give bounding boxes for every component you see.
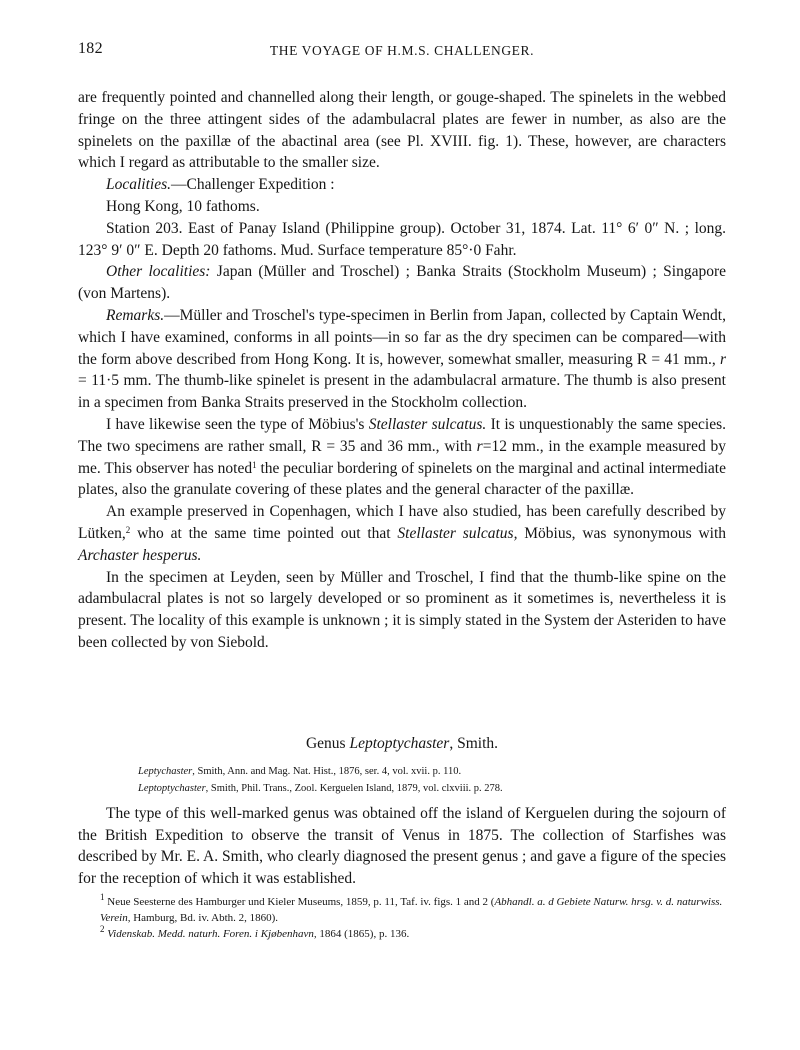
- footnote-1: $^1$ Neue Seesterne des Hamburger und Kieler Museums, 1859, p. 11, Taf. iv. figs. 1 and 2 (Abhandl. a. d Gebiete Naturw. hrsg. v. d. naturwiss. Verein, Hamburg, Bd. iv. Abth. 2, 1860).: [100, 892, 723, 924]
- main-text: [78, 87, 726, 654]
- synonymy-list: [138, 763, 698, 797]
- footnote-ref-2[interactable]: 2: [125, 524, 131, 535]
- copenhagen-paragraph: An example preserved in Copenhagen, which I have also studied, has been carefully described by Lütken,$^2$ who at the same time pointed out that Stellaster sulcatus, Möbius, was synonymous with Archaster hesperus.: [78, 503, 726, 564]
- synonymy-entry: Leptoptychaster, Smith, Phil. Trans., Zool. Kerguelen Island, 1879, vol. clxviii. p. 278.: [138, 783, 503, 794]
- other-localities-label: Other localities:: [106, 263, 211, 281]
- genus-name: Leptoptychaster: [349, 735, 450, 752]
- remarks-paragraph: Remarks.—Müller and Troschel's type-specimen in Berlin from Japan, collected by Captain Wendt, which I have examined, conforms in all points—in so far as the dry specimen can be compared—with the form above described from Hong Kong. It is, however, somewhat smaller, measuring R = 41 mm., r = 11·5 mm. The thumb-like spinelet is present in the adambulacral armature. The thumb is also present in a specimen from Banka Straits preserved in the Stockholm collection.: [78, 306, 726, 412]
- other-localities-paragraph: Other localities: Japan (Müller and Troschel) ; Banka Straits (Stockholm Museum) ; Singapore (von Martens).: [78, 263, 726, 303]
- localities-label: Localities.: [106, 176, 172, 194]
- mobius-paragraph: I have likewise seen the type of Möbius's Stellaster sulcatus. It is unquestionably the same species. The two specimens are rather small, R = 35 and 36 mm., with r=12 mm., in the example measured by me. This observer has noted$^1$ the peculiar bordering of spinelets on the marginal and actinal intermediate plates, also the granulate covering of these plates and the general character of the paxillæ.: [78, 415, 726, 499]
- species-name: Stellaster sulcatus.: [368, 415, 487, 433]
- type-paragraph: The type of this well-marked genus was obtained off the island of Kerguelen during the sojourn of the British Expedition to observe the transit of Venus in 1875. The collection of Starfishes was described by Mr. E. A. Smith, who clearly diagnosed the present genus ; and gave a figure of the species for the reception of which it was established.: [78, 805, 726, 887]
- footnote-2: $^2$ Videnskab. Medd. naturh. Foren. i Kjøbenhavn, 1864 (1865), p. 136.: [100, 924, 410, 940]
- genus-text: [78, 803, 726, 889]
- page-header: [78, 40, 726, 64]
- paragraph-continued: are frequently pointed and channelled along their length, or gouge-shaped. The spinelets in the webbed fringe on the three attingent sides of the adambulacral plates are fewer in number, as also are the spinelets on the paxillæ of the abactinal area (see Pl. XVIII. fig. 1). These, however, are characters which I regard as attributable to the smaller size.: [78, 89, 726, 172]
- hong-kong-line: Hong Kong, 10 fathoms.: [106, 197, 260, 215]
- remarks-label: Remarks.: [106, 306, 165, 324]
- synonymy-entry: Leptychaster, Smith, Ann. and Mag. Nat. Hist., 1876, ser. 4, vol. xvii. p. 110.: [138, 766, 462, 777]
- footnote-ref-1[interactable]: 1: [252, 459, 257, 470]
- leyden-paragraph: In the specimen at Leyden, seen by Müller and Troschel, I find that the thumb-like spine on the adambulacral plates is not so largely developed or so prominent as it sometimes is, nevertheless it is present. The locality of this example is unknown ; it is simply stated in the System der Asteriden to have been collected by von Siebold.: [78, 568, 726, 651]
- genus-heading: Genus Leptoptychaster, Smith.: [305, 735, 499, 752]
- station-paragraph: Station 203. East of Panay Island (Philippine group). October 31, 1874. Lat. 11° 6′ 0″ N. ; long. 123° 9′ 0″ E. Depth 20 fathoms. Mud. Surface temperature 85°·0 Fahr.: [78, 219, 726, 259]
- species-name: Archaster hesperus.: [78, 546, 202, 564]
- page-number: 182: [78, 40, 103, 57]
- species-name: Stellaster sulcatus,: [397, 524, 518, 542]
- footnotes: [100, 894, 726, 942]
- running-head: THE VOYAGE OF H.M.S. CHALLENGER.: [269, 43, 535, 58]
- localities-line: Localities.—Challenger Expedition :: [106, 176, 335, 194]
